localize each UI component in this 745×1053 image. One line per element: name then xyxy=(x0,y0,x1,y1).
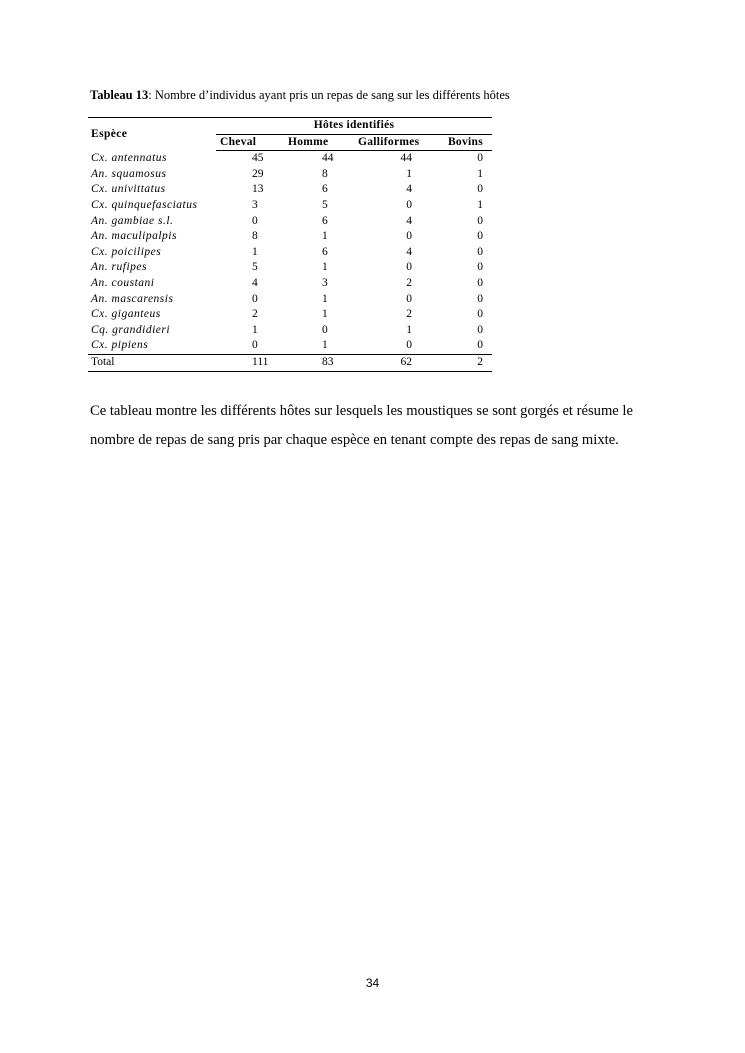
hosts-group-header: Hôtes identifiés xyxy=(313,119,395,131)
table-row xyxy=(88,338,492,354)
value-cell-galliformes: 4 xyxy=(406,214,412,227)
value-cell-cheval: 0 xyxy=(252,214,258,227)
table-row xyxy=(88,292,492,308)
value-cell-cheval: 4 xyxy=(252,276,258,289)
value-cell-cheval: 8 xyxy=(252,230,258,243)
total-cell-homme: 83 xyxy=(280,354,348,371)
value-cell-homme: 1 xyxy=(322,339,328,352)
species-column-header: Espèce xyxy=(91,127,128,140)
value-cell-cheval: 2 xyxy=(252,308,258,321)
value-cell-bovins: 0 xyxy=(477,245,483,258)
species-cell: Cx. antennatus xyxy=(91,151,167,164)
column-header-bovins: Bovins xyxy=(434,134,492,151)
value-cell-homme: 3 xyxy=(322,276,328,289)
value-cell-homme: 0 xyxy=(322,323,328,336)
species-cell: Cq. grandidieri xyxy=(91,323,171,336)
table-row xyxy=(88,323,492,339)
table-row xyxy=(88,229,492,245)
value-cell-bovins: 0 xyxy=(477,261,483,274)
value-cell-homme: 44 xyxy=(322,152,334,165)
table-row xyxy=(88,214,492,230)
value-cell-bovins: 0 xyxy=(477,230,483,243)
table-row xyxy=(88,276,492,292)
species-cell: An. coustani xyxy=(91,276,155,289)
table-row xyxy=(88,167,492,183)
species-cell: Cx. pipiens xyxy=(91,339,149,352)
page-number: 34 xyxy=(365,976,380,990)
table-body xyxy=(88,151,492,371)
table-caption-label: Tableau 13 xyxy=(90,88,149,102)
value-cell-homme: 6 xyxy=(322,245,328,258)
table-row xyxy=(88,198,492,214)
value-cell-bovins: 0 xyxy=(477,308,483,321)
species-cell: Cx. giganteus xyxy=(91,308,161,321)
value-cell-bovins: 0 xyxy=(477,152,483,165)
table-caption-text: : Nombre d’individus ayant pris un repas de sang sur les différents hôtes xyxy=(148,88,510,102)
value-cell-galliformes: 44 xyxy=(400,152,412,165)
table-caption xyxy=(90,88,510,103)
value-cell-cheval: 1 xyxy=(252,245,258,258)
species-cell: Cx. univittatus xyxy=(91,183,166,196)
value-cell-galliformes: 0 xyxy=(406,339,412,352)
species-cell: Cx. poicilipes xyxy=(91,245,162,258)
species-cell: Cx. quinquefasciatus xyxy=(91,198,198,211)
paragraph-line-1: Ce tableau montre les différents hôtes sur lesquels les moustiques se sont gorgés et résume le xyxy=(90,403,633,419)
value-cell-bovins: 0 xyxy=(477,323,483,336)
value-cell-cheval: 0 xyxy=(252,339,258,352)
value-cell-homme: 8 xyxy=(322,167,328,180)
value-cell-galliformes: 0 xyxy=(406,261,412,274)
value-cell-bovins: 0 xyxy=(477,214,483,227)
table-row xyxy=(88,151,492,167)
value-cell-bovins: 1 xyxy=(477,167,483,180)
value-cell-cheval: 0 xyxy=(252,292,258,305)
table-row xyxy=(88,260,492,276)
value-cell-homme: 5 xyxy=(322,198,328,211)
value-cell-homme: 1 xyxy=(322,292,328,305)
value-cell-homme: 1 xyxy=(322,308,328,321)
value-cell-homme: 6 xyxy=(322,183,328,196)
column-header-homme: Homme xyxy=(280,134,348,151)
value-cell-cheval: 29 xyxy=(252,167,264,180)
value-cell-galliformes: 4 xyxy=(406,183,412,196)
value-cell-homme: 6 xyxy=(322,214,328,227)
paragraph-line-2: nombre de repas de sang pris par chaque espèce en tenant compte des repas de sang mixte. xyxy=(90,432,619,448)
column-header-galliformes: Galliformes xyxy=(348,134,434,151)
table-row xyxy=(88,307,492,323)
species-cell: An. rufipes xyxy=(91,261,147,274)
value-cell-galliformes: 4 xyxy=(406,245,412,258)
value-cell-cheval: 13 xyxy=(252,183,264,196)
value-cell-cheval: 45 xyxy=(252,152,264,165)
species-cell: An. squamosus xyxy=(91,167,167,180)
table-row xyxy=(88,245,492,261)
total-cell-cheval: 111 xyxy=(216,354,280,371)
value-cell-galliformes: 0 xyxy=(406,292,412,305)
species-cell: An. mascarensis xyxy=(91,292,174,305)
value-cell-bovins: 0 xyxy=(477,276,483,289)
value-cell-bovins: 1 xyxy=(477,198,483,211)
value-cell-galliformes: 0 xyxy=(406,230,412,243)
value-cell-bovins: 0 xyxy=(477,183,483,196)
value-cell-bovins: 0 xyxy=(477,339,483,352)
value-cell-galliformes: 1 xyxy=(406,167,412,180)
species-cell: An. maculipalpis xyxy=(91,230,177,243)
value-cell-galliformes: 0 xyxy=(406,198,412,211)
column-header-cheval: Cheval xyxy=(216,134,280,151)
value-cell-bovins: 0 xyxy=(477,292,483,305)
value-cell-galliformes: 2 xyxy=(406,276,412,289)
value-cell-galliformes: 2 xyxy=(406,308,412,321)
total-cell-galliformes: 62 xyxy=(348,354,434,371)
value-cell-cheval: 1 xyxy=(252,323,258,336)
value-cell-homme: 1 xyxy=(322,261,328,274)
value-cell-galliformes: 1 xyxy=(406,323,412,336)
value-cell-homme: 1 xyxy=(322,230,328,243)
total-cell-bovins: 2 xyxy=(434,354,492,371)
total-row xyxy=(88,354,492,371)
value-cell-cheval: 3 xyxy=(252,198,258,211)
total-label: Total xyxy=(88,354,216,371)
table-row xyxy=(88,182,492,198)
host-table xyxy=(88,117,492,372)
value-cell-cheval: 5 xyxy=(252,261,258,274)
species-cell: An. gambiae s.l. xyxy=(91,214,174,227)
body-paragraph xyxy=(90,397,670,455)
